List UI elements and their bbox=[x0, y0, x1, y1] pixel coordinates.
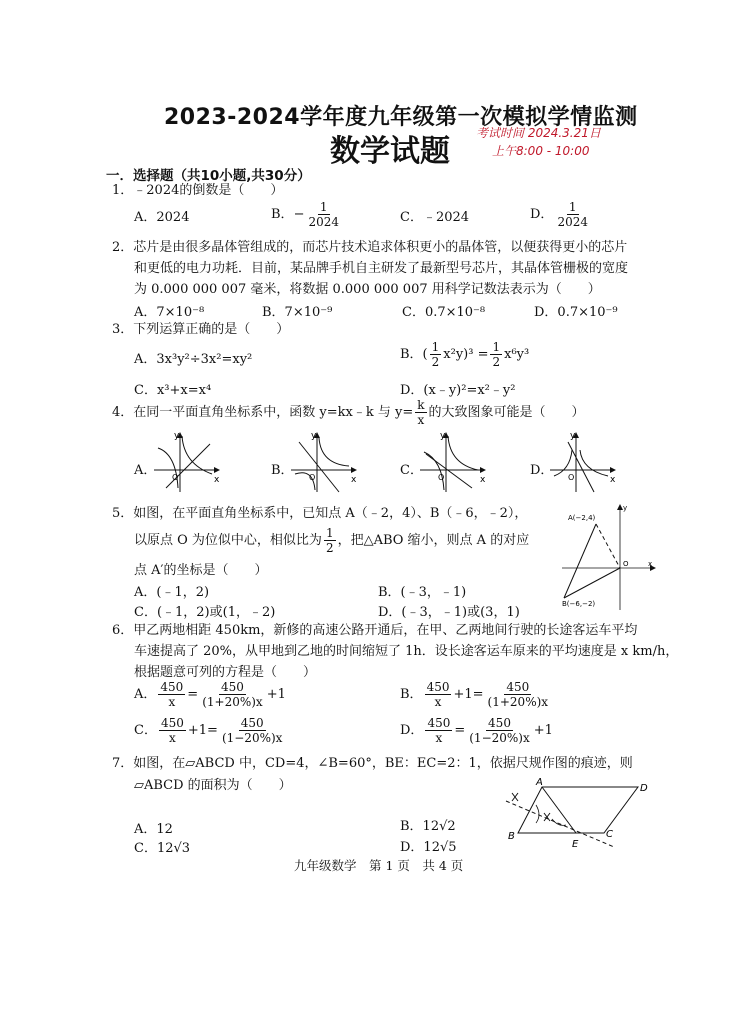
q1-option-d: D． $\frac{1}{2024}$ bbox=[530, 200, 588, 229]
q6-option-d: D． $\frac{450}{x}$ = $\frac{450}{(1-20\%)x}$ +1 bbox=[400, 716, 553, 745]
point-e-label: E bbox=[572, 839, 579, 850]
point-a-label: A bbox=[536, 777, 543, 788]
handwritten-note-hours: 上午8:00 - 10:00 bbox=[492, 144, 590, 158]
q7-line2: ▱ABCD 的面积为（ ） bbox=[134, 778, 292, 793]
q1-option-a: A．2024 bbox=[134, 210, 190, 225]
axis-x-label: x bbox=[351, 475, 357, 485]
q7-option-a: A．12 bbox=[134, 822, 173, 837]
q2-line1: 2．芯片是由很多晶体管组成的，而芯片技术追求体积更小的晶体管，以便获得更小的芯片 bbox=[112, 240, 628, 255]
axis-y-label: y bbox=[440, 431, 446, 441]
axis-y-label: y bbox=[623, 504, 628, 512]
q7-option-b: B．12√2 bbox=[400, 819, 456, 834]
axis-x-label: x bbox=[610, 475, 616, 485]
q2-option-b: B．7×10⁻⁹ bbox=[262, 305, 333, 320]
axis-y-label: y bbox=[570, 431, 576, 441]
q6-line2: 车速提高了 20%，从甲地到乙地的时间缩短了 1h．设长途客运车原来的平均速度是 x km/h， bbox=[134, 644, 679, 659]
q4-graph-a bbox=[152, 430, 222, 494]
origin-label: O bbox=[438, 473, 445, 482]
q2-option-d: D．0.7×10⁻⁹ bbox=[534, 305, 618, 320]
q3-option-d: D．(x﹣y)²=x²﹣y² bbox=[400, 383, 516, 398]
origin-label: O bbox=[172, 473, 179, 482]
point-b-label: B bbox=[508, 831, 515, 842]
q7-option-d: D．12√5 bbox=[400, 840, 457, 855]
q5-option-c: C．(﹣1，2)或(1，﹣2) bbox=[134, 605, 276, 620]
origin-label: O bbox=[623, 560, 629, 568]
subject-title: 数学试题 bbox=[330, 134, 450, 169]
section-heading: 一．选择题（共10小题,共30分） bbox=[106, 168, 311, 184]
q3-option-c: C．x³+x=x⁴ bbox=[134, 383, 212, 398]
q6-option-a: A． $\frac{450}{x}$ = $\frac{450}{(1+20\%)x}$ +1 bbox=[134, 680, 286, 709]
axis-y-label: y bbox=[311, 431, 317, 441]
q7-figure bbox=[496, 775, 656, 851]
q3-option-a: A．3x³y²÷3x²=xy² bbox=[134, 352, 253, 367]
q1-option-b: B．− $\frac{1}{2024}$ bbox=[271, 200, 340, 229]
q1-stem: 1．﹣2024的倒数是（ ） bbox=[112, 183, 284, 198]
q5-option-a: A．(﹣1，2) bbox=[134, 585, 210, 600]
q2-line3: 为 0.000 000 007 毫米，将数据 0.000 000 007 用科学记数法表示为（ ） bbox=[134, 282, 601, 297]
q4-stem: 4．在同一平面直角坐标系中，函数 y=kx﹣k 与 y= $\frac{k}{x}$ 的大致图象可能是（ ） bbox=[112, 398, 585, 427]
q4-label-d: D． bbox=[530, 463, 554, 478]
q5-line2: 以原点 O 为位似中心，相似比为 $\frac{1}{2}$ ，把△ABO 缩小，则点 A 的对应 bbox=[134, 526, 530, 555]
q6-option-c: C． $\frac{450}{x}$ +1= $\frac{450}{(1-20\%)x}$ bbox=[134, 716, 283, 745]
q5-line1: 5．如图，在平面直角坐标系中，已知点 A（﹣2，4）、B（﹣6，﹣2）， bbox=[112, 506, 528, 521]
q5-line3: 点 A′的坐标是（ ） bbox=[134, 563, 268, 578]
page-footer: 九年级数学 第 1 页 共 4 页 bbox=[294, 858, 464, 873]
q7-option-c: C．12√3 bbox=[134, 841, 191, 856]
q2-option-c: C．0.7×10⁻⁸ bbox=[402, 305, 486, 320]
q4-label-b: B． bbox=[271, 463, 294, 478]
q5-figure bbox=[560, 500, 660, 612]
q4-graph-d bbox=[548, 430, 618, 494]
q4-graph-b bbox=[289, 430, 359, 494]
origin-label: O bbox=[309, 473, 316, 482]
point-a-label: A(−2,4) bbox=[568, 514, 596, 522]
point-d-label: D bbox=[640, 783, 648, 794]
q3-stem: 3．下列运算正确的是（ ） bbox=[112, 322, 290, 337]
q4-graph-c bbox=[418, 430, 488, 494]
exam-title: 2023-2024学年度九年级第一次模拟学情监测 bbox=[164, 105, 638, 130]
q7-line1: 7．如图，在▱ABCD 中，CD=4，∠B=60°，BE：EC=2：1，依据尺规作图的痕迹，则 bbox=[112, 756, 633, 771]
origin-label: O bbox=[568, 473, 575, 482]
q6-line3: 根据题意可列的方程是（ ） bbox=[134, 665, 317, 680]
q1-option-c: C．﹣2024 bbox=[400, 210, 470, 225]
q6-line1: 6．甲乙两地相距 450km，新修的高速公路开通后，在甲、乙两地间行驶的长途客运车平均 bbox=[112, 623, 638, 638]
handwritten-note-time: 考试时间 2024.3.21日 bbox=[476, 126, 601, 140]
q5-option-d: D．(﹣3，﹣1)或(3，1) bbox=[378, 605, 520, 620]
point-c-label: C bbox=[606, 829, 613, 840]
q4-label-a: A． bbox=[134, 463, 157, 478]
point-b-label: B(−6,−2) bbox=[562, 600, 596, 608]
axis-x-label: x bbox=[480, 475, 486, 485]
axis-x-label: x bbox=[648, 560, 653, 568]
q6-option-b: B． $\frac{450}{x}$ +1= $\frac{450}{(1+20\%)x}$ bbox=[400, 680, 549, 709]
axis-x-label: x bbox=[214, 475, 220, 485]
q3-option-b: B．( $\frac{1}{2}$ x²y)³ = $\frac{1}{2}$ x⁶y³ bbox=[400, 340, 530, 369]
axis-y-label: y bbox=[174, 431, 180, 441]
q5-option-b: B．(﹣3，﹣1) bbox=[378, 585, 467, 600]
q2-option-a: A．7×10⁻⁸ bbox=[134, 305, 205, 320]
q2-line2: 和更低的电力功耗．目前，某品牌手机自主研发了最新型号芯片，其晶体管栅极的宽度 bbox=[134, 261, 629, 276]
q4-label-c: C． bbox=[400, 463, 423, 478]
